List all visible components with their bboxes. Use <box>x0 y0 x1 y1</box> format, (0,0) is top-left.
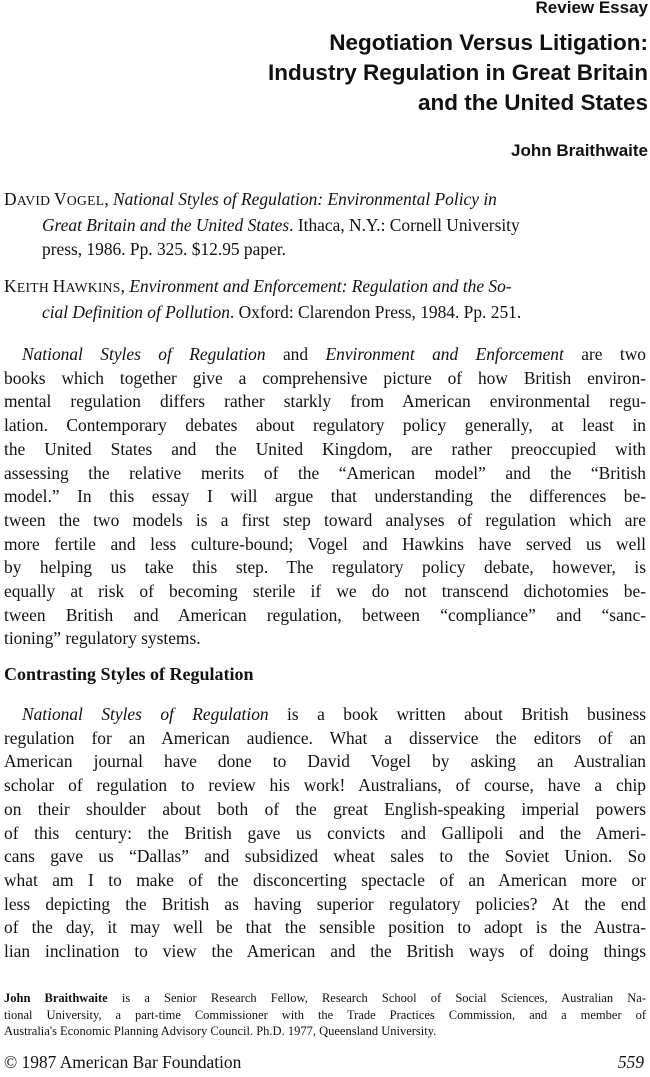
reference-line: Great Britain and the United States. Ithaca, N.Y.: Cornell University <box>42 215 520 235</box>
reference-title: cial Definition of Pollution <box>42 302 230 322</box>
essay-type-label: Review Essay <box>535 0 648 17</box>
book-reference <box>4 187 646 261</box>
paragraph-line: regulation for an American audience. What a disservice the editors of an <box>4 727 646 748</box>
reference-line: cial Definition of Pollution. Oxford: Clarendon Press, 1984. Pp. 251. <box>42 302 522 322</box>
paragraph-line: tween British and American regulation, between “compliance” and “sanc- <box>4 604 646 625</box>
body-paragraph <box>4 703 646 964</box>
reference-line: KEITH HAWKINS, Environment and Enforcement: Regulation and the So- <box>4 276 512 296</box>
paragraph-line: model.” In this essay I will argue that understanding the differences be- <box>4 486 646 507</box>
reference-title: Great Britain and the United States <box>42 215 290 235</box>
paragraph-line: by helping us take this step. The regulatory policy debate, however, is <box>4 557 646 578</box>
paragraph-line: cans gave us “Dallas” and subsidized wheat sales to the Soviet Union. So <box>4 846 646 867</box>
paragraph-line: lation. Contemporary debates about regulatory policy generally, at least in <box>4 415 646 436</box>
section-heading: Contrasting Styles of Regulation <box>4 664 254 684</box>
paragraph-line: less depicting the British as having superior regulatory policies? At the end <box>4 893 646 914</box>
footnote-line: tional University, a part-time Commissioner with the Trade Practices Commission, and a member of <box>4 1007 646 1022</box>
reference-title: Environment and Enforcement: Regulation and the So- <box>129 276 512 296</box>
paragraph-line: mental regulation differs rather starkly from American environmental regu- <box>4 391 646 412</box>
page-number: 559 <box>617 1052 644 1072</box>
body-paragraph <box>4 343 646 651</box>
paragraph-line: of the day, it may well be that the sensible position to adopt is the Austra- <box>4 917 646 938</box>
footnote-line: Australia's Economic Planning Advisory Council. Ph.D. 1977, Queensland University. <box>4 1024 437 1039</box>
title-line: Industry Regulation in Great Britain <box>267 60 648 85</box>
reference-author: KEITH HAWKINS <box>4 276 121 296</box>
paragraph-line: National Styles of Regulation is a book written about British business <box>22 704 646 724</box>
paragraph-line: equally at risk of becoming sterile if we do not transcend dichotomies be- <box>4 581 646 602</box>
paragraph-line: National Styles of Regulation and Environment and Enforcement are two <box>22 344 646 364</box>
copyright-notice: © 1987 American Bar Foundation <box>4 1052 242 1072</box>
reference-line: press, 1986. Pp. 325. $12.95 paper. <box>42 239 286 259</box>
reference-line: DAVID VOGEL, National Styles of Regulation: Environmental Policy in <box>4 189 497 209</box>
paragraph-line: American journal have done to David Vogel by asking an Australian <box>4 751 646 772</box>
paragraph-line: what am I to make of the disconcerting spectacle of an American more or <box>4 869 646 890</box>
reference-title: National Styles of Regulation: Environmental Policy in <box>113 189 497 209</box>
paragraph-line: books which together give a comprehensive picture of how British environ- <box>4 367 646 388</box>
author-footnote <box>4 990 646 1040</box>
paragraph-line: the United States and the United Kingdom, are rather preoccupied with <box>4 438 646 459</box>
paragraph-line: scholar of regulation to review his work! Australians, of course, have a chip <box>4 775 646 796</box>
footnote-line: John Braithwaite is a Senior Research Fellow, Research School of Social Sciences, Australian Na- <box>4 991 646 1005</box>
title-line: and the United States <box>417 90 648 115</box>
paragraph-line: lian inclination to view the American and the British ways of doing things <box>4 941 646 962</box>
paragraph-line: assessing the relative merits of the “American model” and the “British <box>4 462 646 483</box>
book-reference <box>4 274 646 324</box>
article-title <box>88 28 648 118</box>
paragraph-line: of this century: the British gave us convicts and Gallipoli and the Ameri- <box>4 822 646 843</box>
paragraph-line: tween the two models is a first step toward analyses of regulation which are <box>4 509 646 530</box>
article-author: John Braithwaite <box>511 141 648 160</box>
paragraph-line: more fertile and less culture-bound; Vogel and Hawkins have served us well <box>4 533 646 554</box>
paragraph-line: on their shoulder about both of the great English-speaking imperial powers <box>4 798 646 819</box>
paragraph-line: tioning” regulatory systems. <box>4 628 201 649</box>
reference-author: DAVID VOGEL <box>4 189 105 209</box>
title-line: Negotiation Versus Litigation: <box>329 30 648 55</box>
